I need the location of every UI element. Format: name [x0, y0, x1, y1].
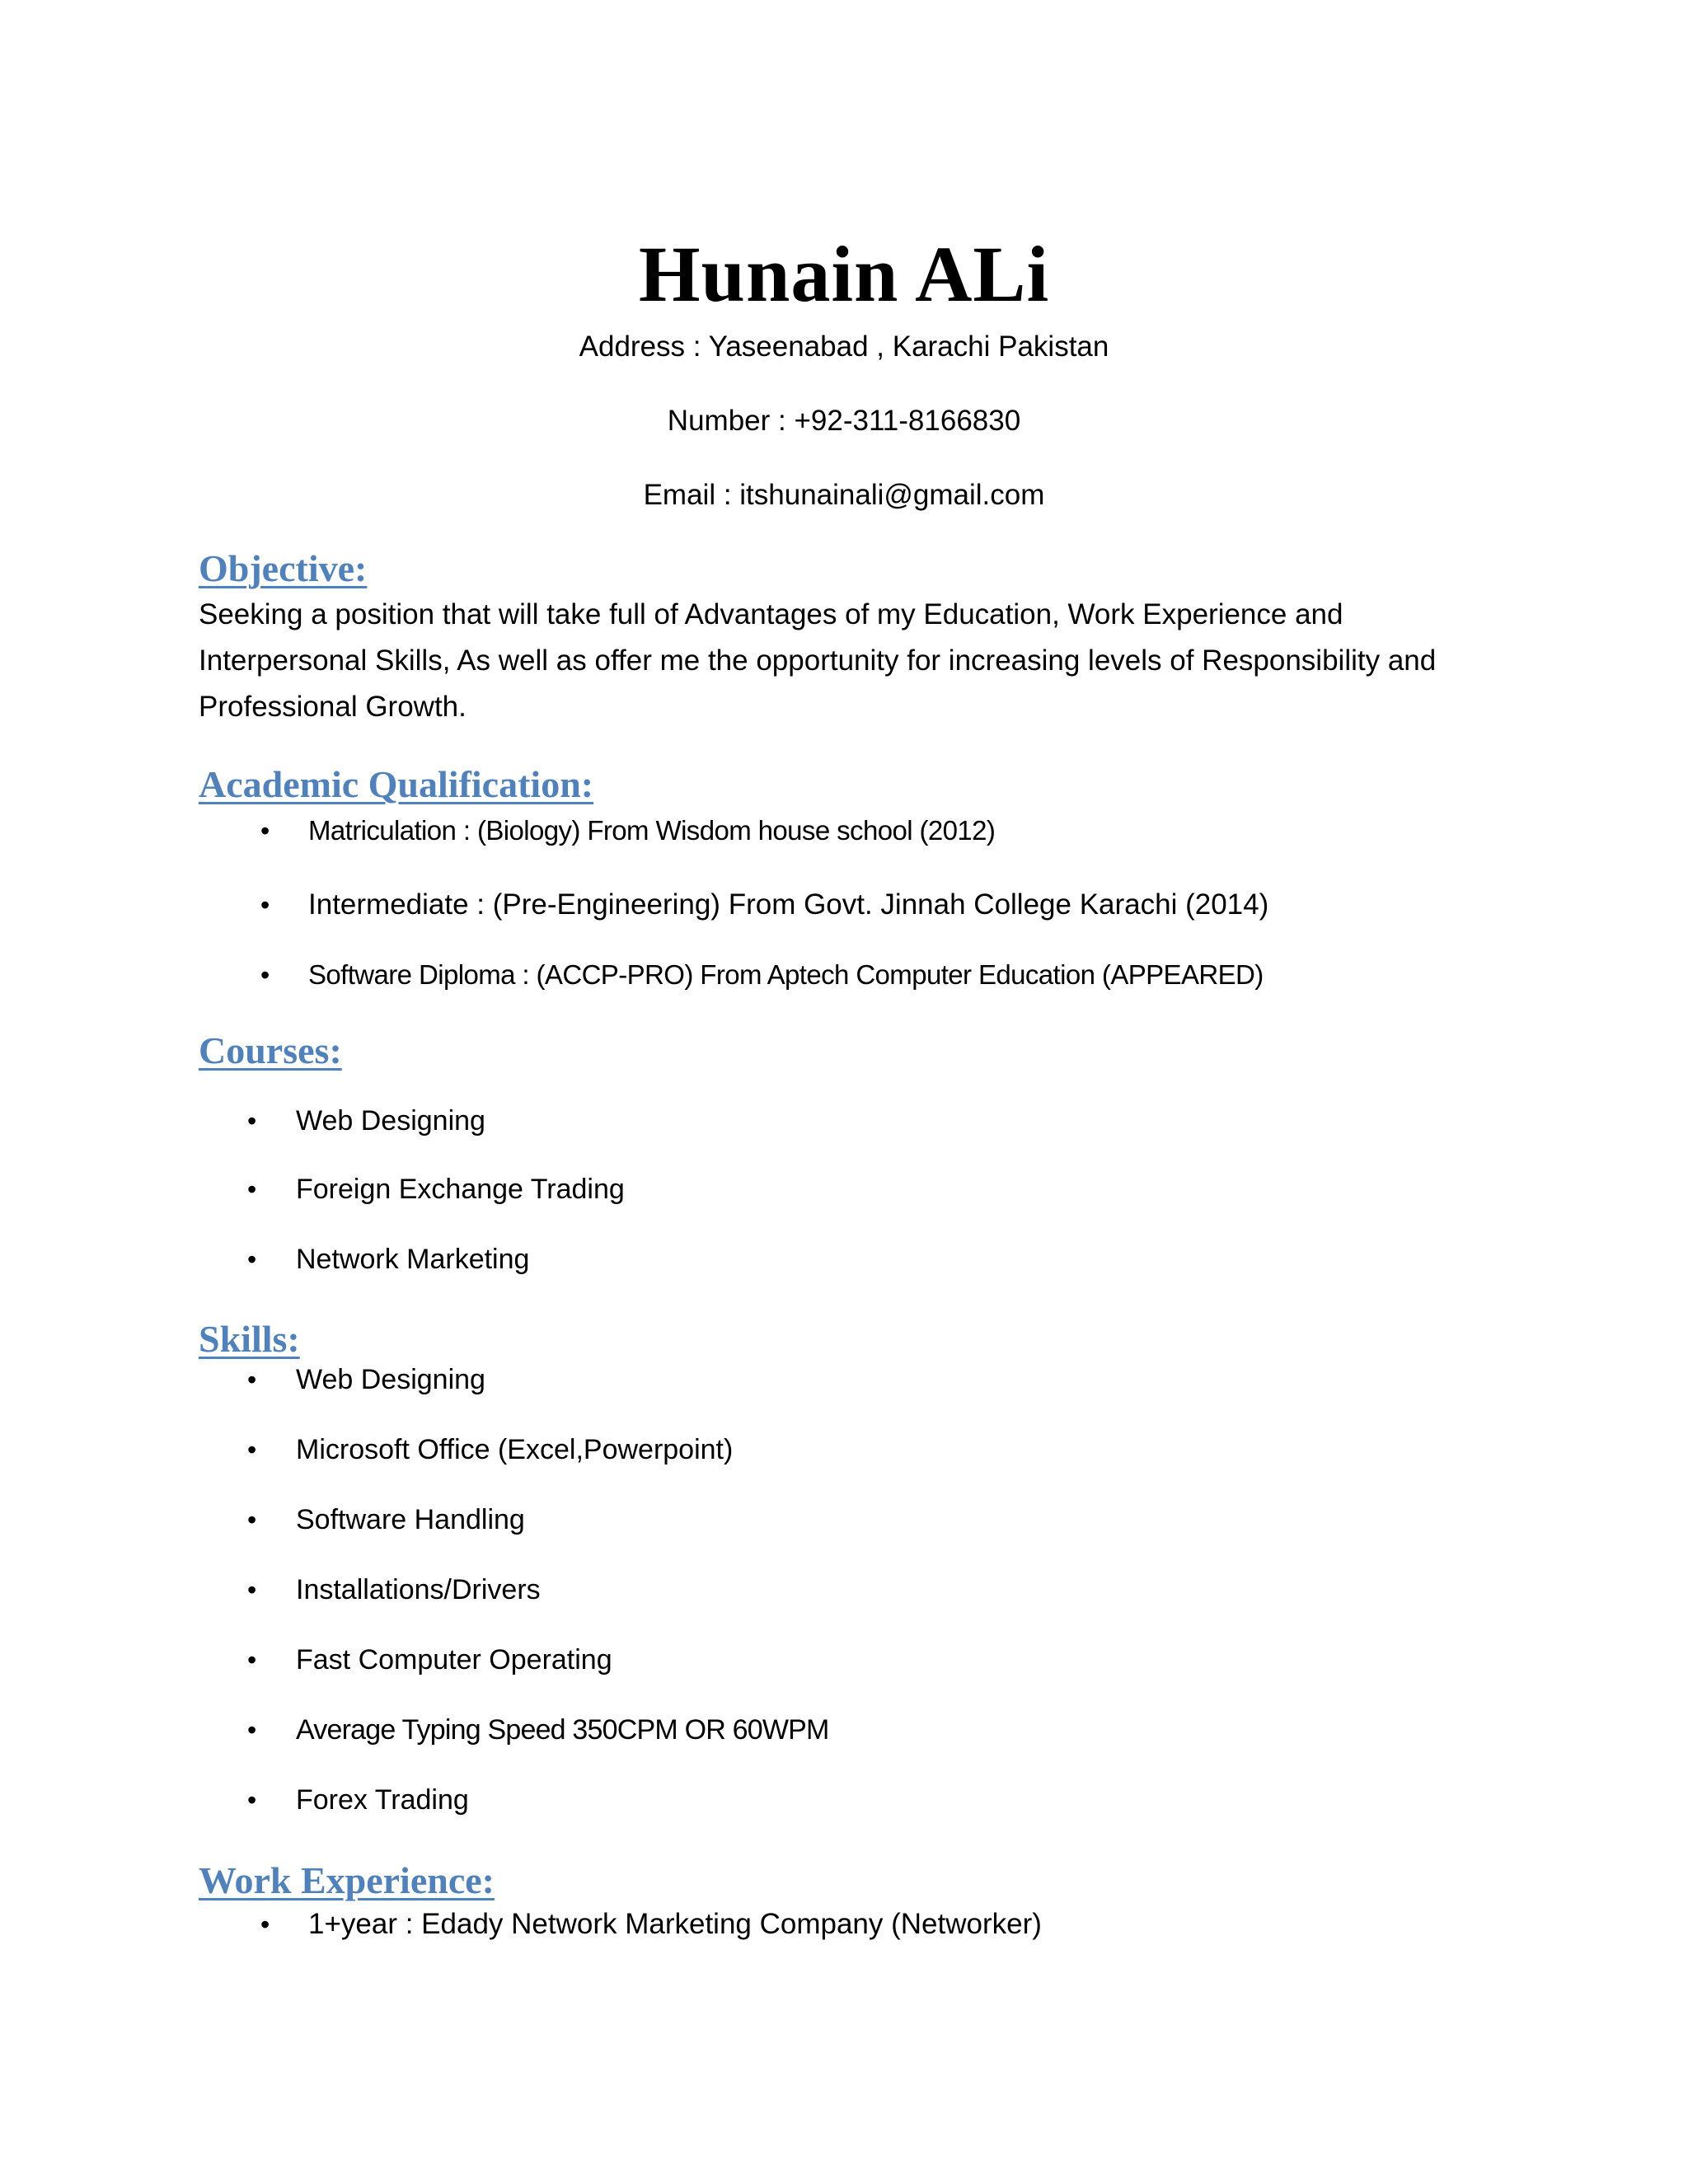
- bullet-icon: •: [247, 1174, 257, 1204]
- bullet-icon: •: [247, 1645, 257, 1675]
- work-item-text: 1+year : Edady Network Marketing Company (Networker): [308, 1908, 1042, 1940]
- courses-heading: Courses:: [199, 1029, 342, 1071]
- skill-item-text: Installations/Drivers: [296, 1574, 541, 1605]
- academic-item-text: Intermediate : (Pre-Engineering) From Govt. Jinnah College Karachi (2014): [308, 888, 1269, 921]
- skill-item-text: Web Designing: [296, 1364, 485, 1395]
- course-item-text: Network Marketing: [296, 1244, 530, 1275]
- bullet-icon: •: [260, 960, 270, 990]
- bullet-icon: •: [260, 1910, 270, 1939]
- bullet-icon: •: [260, 816, 270, 846]
- bullet-icon: •: [247, 1715, 257, 1745]
- bullet-icon: •: [247, 1244, 257, 1274]
- bullet-icon: •: [260, 890, 270, 920]
- bullet-icon: •: [247, 1505, 257, 1535]
- objective-text: Seeking a position that will take full of Advantages of my Education, Work Experience and Interpersonal Skills, As well as offer me the opportunity for increasing levels of Responsibility and Professional Growth.: [199, 598, 1437, 723]
- objective-heading: Objective:: [199, 547, 368, 589]
- bullet-icon: •: [247, 1575, 257, 1605]
- candidate-name: Hunain ALi: [638, 230, 1050, 318]
- address-line: Address : Yaseenabad , Karachi Pakistan: [579, 330, 1109, 363]
- phone-line: Number : +92-311-8166830: [667, 405, 1021, 437]
- academic-item-text: Software Diploma : (ACCP-PRO) From Aptech Computer Education (APPEARED): [308, 959, 1264, 990]
- skills-heading: Skills:: [199, 1318, 300, 1360]
- skill-item-text: Forex Trading: [296, 1784, 469, 1816]
- academic-item-text: Matriculation : (Biology) From Wisdom house school (2012): [308, 815, 996, 846]
- skill-item-text: Average Typing Speed 350CPM OR 60WPM: [296, 1714, 829, 1746]
- bullet-icon: •: [247, 1785, 257, 1815]
- bullet-icon: •: [247, 1365, 257, 1394]
- skill-item-text: Fast Computer Operating: [296, 1644, 612, 1675]
- course-item-text: Web Designing: [296, 1105, 485, 1137]
- bullet-icon: •: [247, 1435, 257, 1465]
- skill-item-text: Microsoft Office (Excel,Powerpoint): [296, 1434, 734, 1465]
- work-heading: Work Experience:: [199, 1859, 495, 1901]
- email-line: Email : itshunainali@gmail.com: [643, 479, 1045, 511]
- skill-item-text: Software Handling: [296, 1504, 525, 1535]
- bullet-icon: •: [247, 1106, 257, 1136]
- academic-heading: Academic Qualification:: [199, 763, 594, 805]
- course-item-text: Foreign Exchange Trading: [296, 1174, 625, 1205]
